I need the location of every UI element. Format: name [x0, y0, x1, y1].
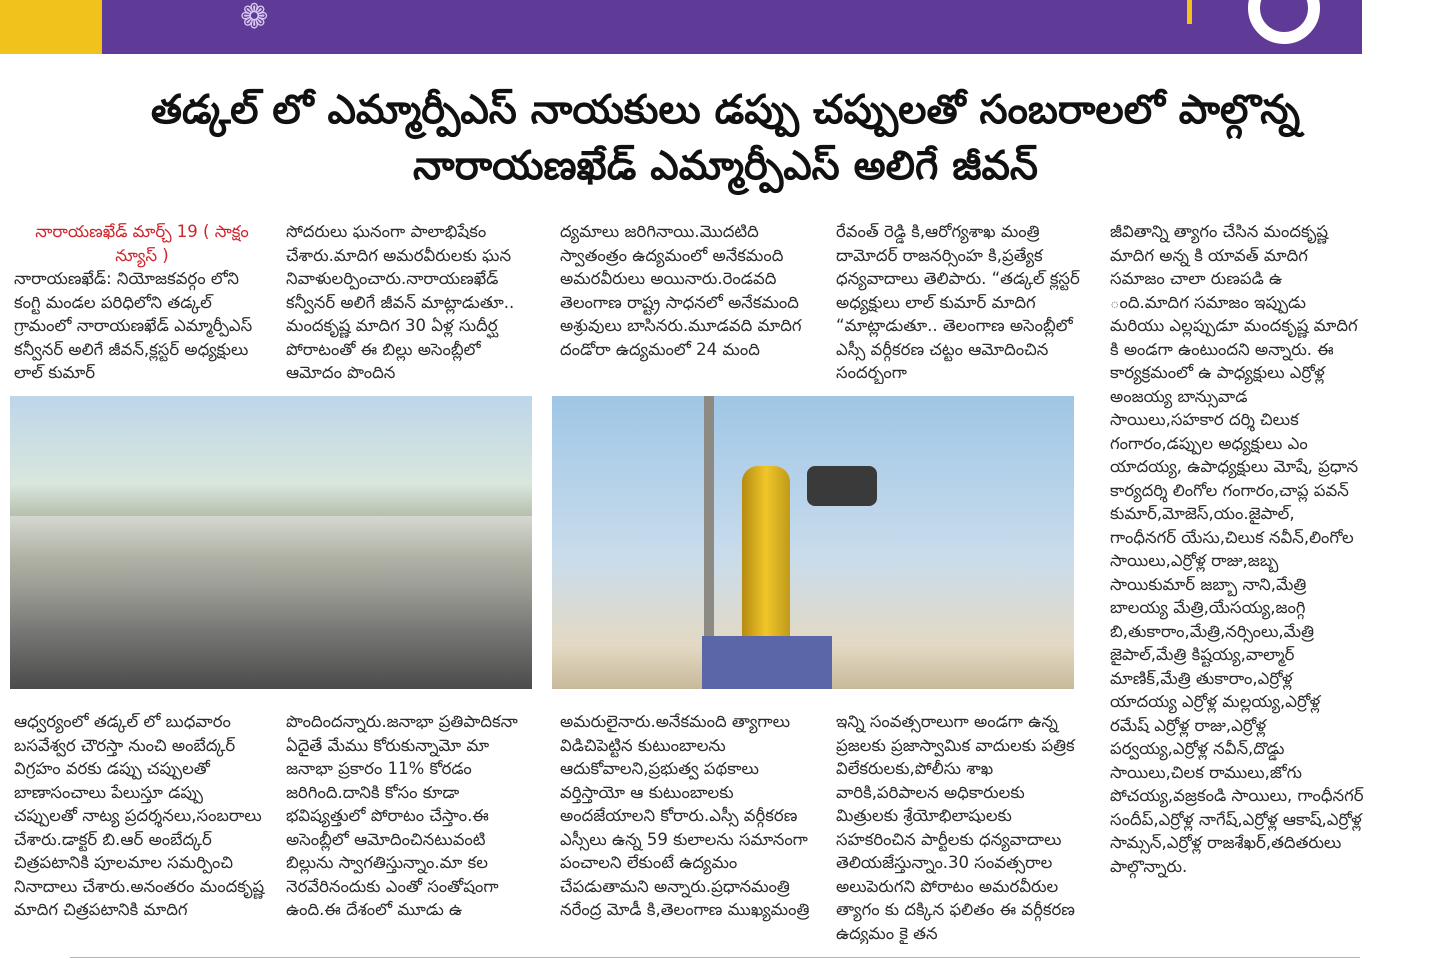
photo-celebration-drums — [10, 396, 532, 689]
photo-group-shape — [10, 516, 532, 689]
photo-electric-pole — [704, 396, 714, 636]
photo-people-shape — [807, 466, 877, 506]
dateline: నారాయణఖేడ్ మార్చ్ 19 ( సాక్షం న్యూస్ ) — [35, 222, 249, 265]
article-col-5 — [1110, 220, 1364, 944]
article-col-3-bottom — [560, 710, 812, 944]
article-col-1-top — [14, 220, 270, 384]
masthead-logo-icon: ❁ — [240, 0, 269, 37]
masthead-divider — [1187, 0, 1192, 24]
article-col-1-bottom — [14, 710, 270, 944]
headline-line-2: నారాయణఖేడ్ ఎమ్మార్పీఎస్ అలిగే జీవన్ — [413, 143, 1038, 189]
article-col-4-bottom — [836, 710, 1088, 944]
col-3-bottom-text: అమరులైనారు.అనేకమంది త్యాగాలు విడిచిపెట్టిన కుటుంబాలను ఆదుకోవాలని,ప్రభుత్వ పథకాలు వర్తిస్తాయో ఆ కుటుంబాలకు అందజేయాలని కోరారు.ఎస్సీ వర్గీకరణ ఎస్సీలు ఉన్న 59 కులాలను సమానంగా పంచాలని లేకుంటే ఉద్యమం చేపడుతామని అన్నారు.ప్రధానమంత్రి నరేంద్ర మోడీ కి,తెలంగాణ ముఖ్యమంత్రి — [560, 712, 810, 919]
headline-line-1: తడ్కల్ లో ఎమ్మార్పీఎస్ నాయకులు డప్పు చప్పులతో సంబరాలలో పాల్గొన్న — [150, 87, 1301, 133]
col-5-text: జీవితాన్ని త్యాగం చేసిన మందకృష్ణ మాదిగ అన్న కి యావత్ మాదిగ సమాజం చాలా రుణపడి ఉ ంది.మాదిగ సమాజం ఇప్పుడు మరియు ఎల్లప్పుడూ మందకృష్ణ మాదిగ కి అండగా ఉంటుందని అన్నారు. ఈ కార్యక్రమంలో ఉ పాధ్యక్షులు ఎర్రోళ్ల అంజయ్య బాన్సువాడ సాయిలు,సహకార దర్శి చిలుక గంగారం,డప్పుల అధ్యక్షులు ఎం యాదయ్య, ఉపాధ్యక్షులు మోషే, ప్రధాన కార్యదర్శి లింగోల గంగారం,చాప్ల పవన్ కుమార్,మోజెస్,యం.జైపాల్, గాంధీనగర్ యేసు,చిలుక నవీన్,లింగోల సాయిలు,ఎర్రోళ్ల రాజు,జబ్బ సాయికుమార్ జబ్బా నాని,మేత్రి బాలయ్య మేత్రి,యేసయ్య,జంగ్గి బి,తుకారాం,మేత్రి,నర్సింలు,మేత్రి జైపాల్,మేత్రి కిష్టయ్య,వాల్మార్ మాణిక్,మేత్రి తుకారాం,ఎర్రోళ్ల యాదయ్య ఎర్రోళ్ల మల్లయ్య,ఎర్రోళ్ల రమేష్ ఎర్రోళ్ల రాజు,ఎర్రోళ్ల పర్వయ్య,ఎర్రోళ్ల నవీన్,దొడ్డు సాయిలు,చిలక రాములు,జోగు పోచయ్య,వజ్రకండి సాయిలు, గాంధీనగర్ సందీప్,ఎర్రోళ్ల నాగేష్,ఎర్రోళ్ల ఆకాష్,ఎర్రోళ్ల సామ్సన్,ఎర్రోళ్ల రాజశేఖర్,తదితరులు పాల్గొన్నారు. — [1110, 222, 1364, 876]
col-3-top-text: ద్యమాలు జరిగినాయి.మొదటిది స్వాతంత్రం ఉద్యమంలో అనేకమంది అమరవీరులు అయినారు.రెండవది తెలంగాణ రాష్ట్ర సాధనలో అనేకమంది అశ్రువులు బాసినరు.మూడవది మాదిగ దండోరా ఉద్యమంలో 24 మంది — [560, 222, 802, 359]
col-2-bottom-text: పొందిందన్నారు.జనాభా ప్రతిపాదికనా ఏదైతే మేము కోరుకున్నామో మా జనాభా ప్రకారం 11% కోరడం జరిగింది.దానికి కోసం కూడా భవిష్యత్తులో పోరాటం చేస్తాం.ఈ అసెంబ్లీలో ఆమోదించినటువంటి బిల్లును స్వాగతిస్తున్నాం.మా కల నెరవేరినందుకు ఎంతో సంతోషంగా ఉంది.ఈ దేశంలో మూడు ఉ — [286, 712, 518, 919]
col-4-bottom-text: ఇన్ని సంవత్సరాలుగా అండగా ఉన్న ప్రజలకు ప్రజాస్వామిక వాదులకు పత్రిక విలేకరులకు,పోలీసు శాఖ వారికి,పరిపాలన అధికారులకు మిత్రులకు శ్రేయోభిలాషులకు సహకరించిన పార్టీలకు ధన్యవాదాలు తెలియజేస్తున్నాం.30 సంవత్సరాల అలుపెరుగని పోరాటం అమరవీరుల త్యాగం కు దక్కిన ఫలితం ఈ వర్గీకరణ ఉద్యమం కై తన — [836, 712, 1075, 943]
col-4-top-text: రేవంత్ రెడ్డి కి,ఆరోగ్యశాఖ మంత్రి దామోదర్ రాజనర్సింహ కి,ప్రత్యేక ధన్యవాదాలు తెలిపారు. “తడ్కల్ క్లస్టర్ అధ్యక్షులు లాల్ కుమార్ మాదిగ “మాట్లాడుతూ.. తెలంగాణ అసెంబ్లీలో ఎస్సీ వర్గీకరణ చట్టం ఆమోదించిన సందర్భంగా — [836, 222, 1080, 382]
col-1-top-text: నారాయణఖేడ్: నియోజకవర్గం లోని కంగ్టి మండల పరిధిలోని తడ్కల్ గ్రామంలో నారాయణఖేడ్ ఎమ్మార్పీఎస్ కన్వీనర్ అలిగే జీవన్,క్లస్టర్ అధ్యక్షులు లాల్ కుమార్ — [14, 269, 253, 382]
masthead — [0, 0, 1451, 54]
article-col-3-top — [560, 220, 812, 384]
photo-pedestal-shape — [702, 636, 832, 689]
photo-statue-shape — [742, 466, 790, 646]
bottom-rule — [70, 957, 1360, 958]
article-col-2-bottom — [286, 710, 538, 944]
article-col-4-top — [836, 220, 1088, 384]
masthead-yellow-block — [0, 0, 102, 54]
col-2-top-text: సోదరులు ఘనంగా పాలాభిషేకం చేశారు.మాదిగ అమరవీరులకు ఘన నివాళులర్పించారు.నారాయణఖేడ్ కన్వీనర్ అలిగే జీవన్ మాట్లాడుతూ.. మందకృష్ణ మాదిగ 30 ఏళ్ల సుదీర్ఘ పోరాటంతో ఈ బిల్లు అసెంబ్లీలో ఆమోదం పొందిన — [286, 222, 515, 382]
article-col-2-top — [286, 220, 538, 384]
photo-ambedkar-statue — [552, 396, 1074, 689]
col-1-bottom-text: ఆధ్వర్యంలో తడ్కల్ లో బుధవారం బసవేశ్వర చౌరస్తా నుంచి అంబేద్కర్ విగ్రహం వరకు డప్పు చప్పులతో బాణాసంచాలు పేలుస్తూ డప్పు చప్పులతో నాట్య ప్రదర్శనలు,సంబరాలు చేశారు.డాక్టర్ బి.ఆర్ అంబేద్కర్ చిత్రపటానికి పూలమాల సమర్పించి నినాదాలు చేశారు.అనంతరం మందకృష్ణ మాదిగ చిత్రపటానికి మాదిగ — [14, 712, 265, 919]
